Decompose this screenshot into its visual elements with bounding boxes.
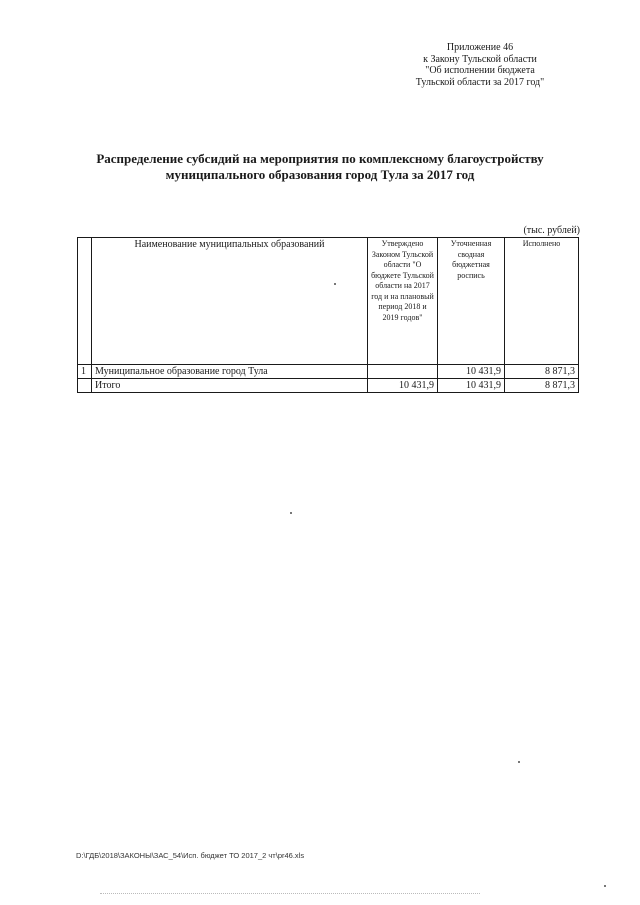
row-refined: 10 431,9 <box>438 379 505 393</box>
scan-speck <box>518 761 520 763</box>
row-approved: 10 431,9 <box>368 379 438 393</box>
file-path-footer: D:\ГДБ\2018\ЗАКОНЫ\ЗАС_54\Исп. бюджет ТО 2017_2 чт\pr46.xls <box>76 851 305 860</box>
row-approved <box>368 365 438 379</box>
row-name: Муниципальное образование город Тула <box>92 365 368 379</box>
row-refined: 10 431,9 <box>438 365 505 379</box>
row-index <box>78 379 92 393</box>
appendix-line-2: к Закону Тульской области <box>423 53 537 65</box>
header-executed: Исполнено <box>505 238 579 365</box>
scan-speck <box>290 512 292 514</box>
appendix-note <box>380 42 580 88</box>
units-label: (тыс. рублей) <box>523 225 580 236</box>
table-row-total <box>78 379 579 393</box>
scan-dotted-line <box>100 893 480 895</box>
document-title <box>60 151 580 183</box>
title-line-1: Распределение субсидий на мероприятия по комплексному благоустройству <box>96 151 544 166</box>
subsidy-table <box>77 237 579 393</box>
row-index: 1 <box>78 365 92 379</box>
header-name: Наименование муниципальных образований <box>92 238 368 365</box>
appendix-line-3: "Об исполнении бюджета <box>425 65 535 76</box>
title-line-2: муниципального образования город Тула за 2017 год <box>165 167 475 182</box>
header-refined: Уточненная сводная бюджетная роспись <box>438 238 505 365</box>
row-name: Итого <box>92 379 368 393</box>
row-executed: 8 871,3 <box>505 379 579 393</box>
scan-speck <box>334 283 336 285</box>
table-row <box>78 365 579 379</box>
scan-speck <box>604 885 606 887</box>
appendix-line-4: Тульской области за 2017 год" <box>415 76 545 88</box>
header-index <box>78 238 92 365</box>
header-approved: Утверждено Законом Тульской области "О бюджете Тульской области на 2017 год и на плановый период 2018 и 2019 годов" <box>368 238 438 365</box>
table-header-row <box>78 238 579 365</box>
row-executed: 8 871,3 <box>505 365 579 379</box>
appendix-line-1: Приложение 46 <box>446 42 514 53</box>
